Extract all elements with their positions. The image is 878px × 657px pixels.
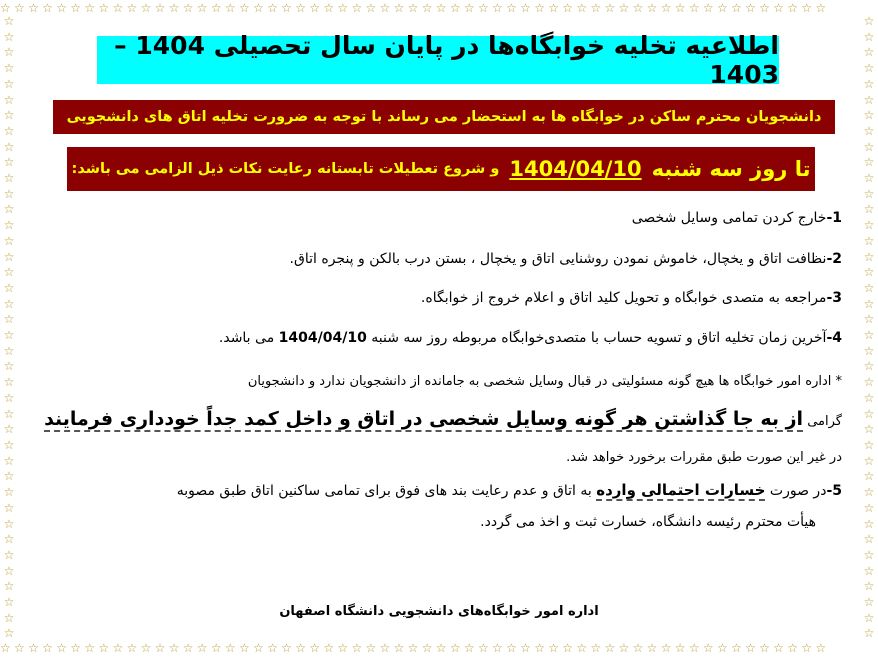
note-emphasis: از به جا گذاشتن هر گونه وسایل شخصی در اتاق و داخل کمد جداً خودداری فرمایند xyxy=(44,408,804,430)
item-date: 1404/04/10 xyxy=(278,330,367,346)
item-continuation: هیأت محترم رئیسه دانشگاه، خسارت ثبت و اخذ می گردد. xyxy=(480,514,816,530)
item-text-end: می باشد. xyxy=(218,330,275,346)
item-text: نظافت اتاق و یخچال، خاموش نمودن روشنایی اتاق و یخچال ، بستن درب بالکن و پنجره اتاق. xyxy=(289,251,827,267)
list-item xyxy=(632,210,842,226)
list-item xyxy=(177,481,842,499)
note-prefix: گرامی xyxy=(807,414,842,429)
item-prefix: در صورت xyxy=(769,483,827,499)
list-item xyxy=(219,330,842,346)
note-line-3: در غیر این صورت طبق مقررات برخورد خواهد شد. xyxy=(566,450,842,465)
deadline-banner xyxy=(67,147,815,191)
star-border-left: ☆☆☆☆☆☆☆☆☆☆☆☆☆☆☆☆☆☆☆☆☆☆☆☆☆☆☆☆☆☆☆☆☆☆☆☆☆☆☆☆ xyxy=(3,14,15,641)
note-line-2 xyxy=(44,408,842,430)
star-border-top: ☆☆☆☆☆☆☆☆☆☆☆☆☆☆☆☆☆☆☆☆☆☆☆☆☆☆☆☆☆☆☆☆☆☆☆☆☆☆☆☆☆☆☆☆☆☆☆☆☆☆☆☆☆☆☆☆☆☆☆ xyxy=(0,1,830,15)
intro-banner: دانشجویان محترم ساکن در خوابگاه ها به استحضار می رساند با توجه به ضرورت تخلیه اتاق های دانشجویی xyxy=(53,100,835,134)
notice-content xyxy=(20,14,858,642)
item-text: خارج کردن تمامی وسایل شخصی xyxy=(631,210,827,226)
item-number: 4- xyxy=(826,330,842,346)
item-number: 5- xyxy=(826,483,842,499)
item-number: 2- xyxy=(826,251,842,267)
issuer-signature: اداره امور خوابگاه‌های دانشجویی دانشگاه اصفهان xyxy=(279,604,599,619)
item-emphasis: خسارات احتمالی وارده xyxy=(596,481,766,499)
notice-title: اطلاعیه تخلیه خوابگاه‌ها در پایان سال تحصیلی 1404 – 1403 xyxy=(97,36,779,84)
list-item xyxy=(290,251,842,267)
list-item xyxy=(421,290,842,306)
deadline-date: 1404/04/10 xyxy=(509,157,642,181)
item-text: به اتاق و عدم رعایت بند های فوق برای تمامی ساکنین اتاق طبق مصوبه xyxy=(176,483,592,499)
note-line-1: * اداره امور خوابگاه ها هیچ گونه مسئولیتی در قبال وسایل شخصی به جامانده از دانشجویان ندارد و دانشجویان xyxy=(247,374,842,389)
item-number: 1- xyxy=(826,210,842,226)
item-number: 3- xyxy=(826,290,842,306)
star-border-bottom: ☆☆☆☆☆☆☆☆☆☆☆☆☆☆☆☆☆☆☆☆☆☆☆☆☆☆☆☆☆☆☆☆☆☆☆☆☆☆☆☆☆☆☆☆☆☆☆☆☆☆☆☆☆☆☆☆☆☆☆ xyxy=(0,641,830,655)
deadline-suffix: و شروع تعطیلات تابستانه رعایت نکات ذیل الزامی می باشد: xyxy=(71,161,500,177)
deadline-prefix: تا روز سه شنبه xyxy=(651,157,811,181)
star-border-right: ☆☆☆☆☆☆☆☆☆☆☆☆☆☆☆☆☆☆☆☆☆☆☆☆☆☆☆☆☆☆☆☆☆☆☆☆☆☆☆☆ xyxy=(863,14,875,641)
item-text: آخرین زمان تخلیه اتاق و تسویه حساب با متصدی‌خوابگاه مربوطه روز سه شنبه xyxy=(371,330,827,346)
item-text: مراجعه به متصدی خوابگاه و تحویل کلید اتاق و اعلام خروج از خوابگاه. xyxy=(420,290,827,306)
